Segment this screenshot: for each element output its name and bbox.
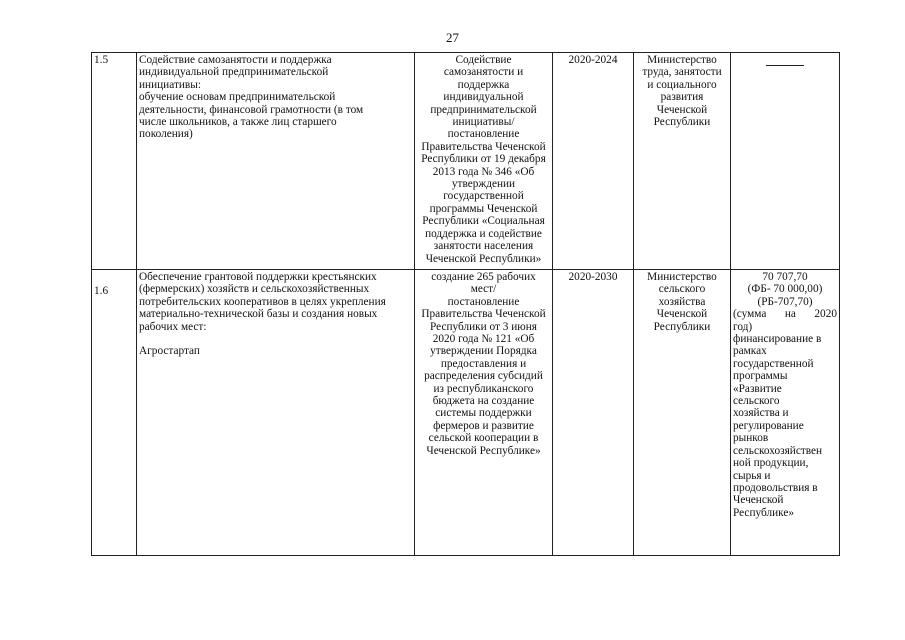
text-line: занятости населения — [433, 240, 534, 253]
text-line: обучение основам предпринимательской — [139, 91, 336, 104]
text-line: рынков — [733, 432, 769, 445]
text-line: системы поддержки — [435, 407, 532, 420]
text-line: Правительства Чеченской — [421, 308, 546, 321]
text-line: (фермерских) хозяйств и сельскохозяйственных — [139, 283, 370, 296]
responsible-executor — [634, 270, 731, 556]
text-line: Содействие — [455, 54, 512, 66]
text-line: рамках — [733, 345, 767, 358]
text-line: Республики — [653, 320, 711, 333]
text-line: инициативы/ — [452, 116, 515, 129]
text-line: сельского — [658, 283, 706, 296]
text-line: Правительства Чеченской — [421, 140, 546, 153]
text-line: сельского — [733, 395, 780, 408]
text-line: инициативы: — [139, 78, 201, 91]
text-line: регулирование — [733, 419, 804, 432]
text-line: Республике» — [733, 506, 795, 519]
text-line: бюджета на создание — [432, 395, 535, 408]
text-line: и социального — [647, 78, 717, 91]
text-line: ной продукции, — [733, 457, 809, 470]
text-line: сельской кооперации в — [428, 432, 539, 445]
text-line: Чеченской Республики» — [425, 252, 542, 265]
text-line: индивидуальной — [443, 91, 524, 104]
text-line: программы — [733, 370, 788, 383]
text-line: Республики от 19 декабря — [421, 153, 546, 166]
measure-subtitle: Агростартап — [139, 345, 200, 358]
text-line: год) — [733, 320, 753, 333]
text-line: материально-технической базы и создания новых — [139, 308, 378, 321]
text-line: труда, занятости — [642, 66, 722, 79]
text-line: Республики «Социальная — [422, 215, 545, 228]
text-line: постановление — [447, 128, 520, 141]
text-line: 2013 года № 346 «Об — [432, 165, 535, 178]
measure-description — [137, 270, 415, 556]
text-line: сельскохозяйствен — [733, 444, 823, 457]
text-line: числе школьников, а также лиц старшего — [139, 116, 337, 129]
text-line: распределения субсидий — [424, 370, 543, 383]
funding-cell — [731, 270, 840, 556]
implementation-period: 2020-2024 — [553, 53, 634, 270]
text-line: развития — [660, 91, 704, 104]
text-line: Чеченской — [733, 494, 784, 507]
legal-basis — [415, 270, 553, 556]
legal-basis — [415, 53, 553, 270]
text-line: рабочих мест: — [139, 320, 207, 333]
text-line: Содействие самозанятости и поддержка — [139, 54, 332, 66]
dash-placeholder — [766, 65, 804, 66]
text-line: продовольствия в — [733, 481, 818, 494]
text-line: хозяйства — [658, 295, 706, 308]
text-line: постановление — [447, 295, 520, 308]
text-line: Республики от 3 июня — [430, 320, 537, 333]
text-line: (сумма на 2020 — [733, 308, 837, 321]
text-line: мест/ — [470, 283, 497, 296]
text-line: Министерство — [647, 54, 717, 66]
text-line: сырья и — [733, 469, 771, 482]
table-row-1-5 — [92, 53, 840, 270]
text-line: Министерство — [647, 271, 717, 283]
table-row-1-6 — [92, 270, 840, 556]
funding-federal: (ФБ- 70 000,00) — [747, 283, 823, 296]
funding-total: 70 707,70 — [762, 271, 808, 283]
text-line: утверждении Порядка — [430, 345, 537, 358]
page-number: 27 — [446, 30, 459, 45]
text-line: программы Чеченской — [429, 202, 538, 215]
text-line: фермеров и развитие — [433, 419, 534, 432]
text-line: потребительских кооперативов в целях укрепления — [139, 295, 386, 308]
text-line: «Развитие — [733, 382, 782, 395]
program-table — [91, 52, 840, 556]
text-line: создание 265 рабочих — [431, 271, 536, 283]
text-line: государственной — [443, 190, 524, 203]
text-line: Чеченской — [656, 103, 708, 116]
funding-cell — [731, 53, 840, 270]
text-line: самозанятости и — [443, 66, 524, 79]
text-line: Чеченской Республике» — [426, 444, 541, 457]
text-line: Республики — [653, 116, 711, 129]
text-line: финансирование в — [733, 333, 822, 346]
measure-description — [137, 53, 415, 270]
text-line: поддержка и содействие — [425, 227, 542, 240]
text-line: государственной — [733, 357, 814, 370]
text-line: Чеченской — [656, 308, 708, 321]
text-line: поколения) — [139, 128, 193, 141]
text-line: предоставления и — [440, 357, 527, 370]
text-line: 2020 года № 121 «Об — [432, 333, 535, 346]
text-line: Обеспечение грантовой поддержки крестьянских — [139, 271, 377, 283]
text-line: утверждении — [451, 178, 516, 191]
text-line: индивидуальной предпринимательской — [139, 66, 329, 79]
funding-regional: (РБ-707,70) — [757, 295, 813, 308]
text-line: деятельности, финансовой грамотности (в том — [139, 103, 364, 116]
implementation-period: 2020-2030 — [553, 270, 634, 556]
row-number: 1.5 — [92, 53, 137, 270]
responsible-executor — [634, 53, 731, 270]
row-number: 1.6 — [92, 270, 137, 556]
text-line: из республиканского — [433, 382, 534, 395]
text-line: поддержка — [457, 78, 510, 91]
text-line: хозяйства и — [733, 407, 789, 420]
text-line: предпринимательской — [430, 103, 537, 116]
